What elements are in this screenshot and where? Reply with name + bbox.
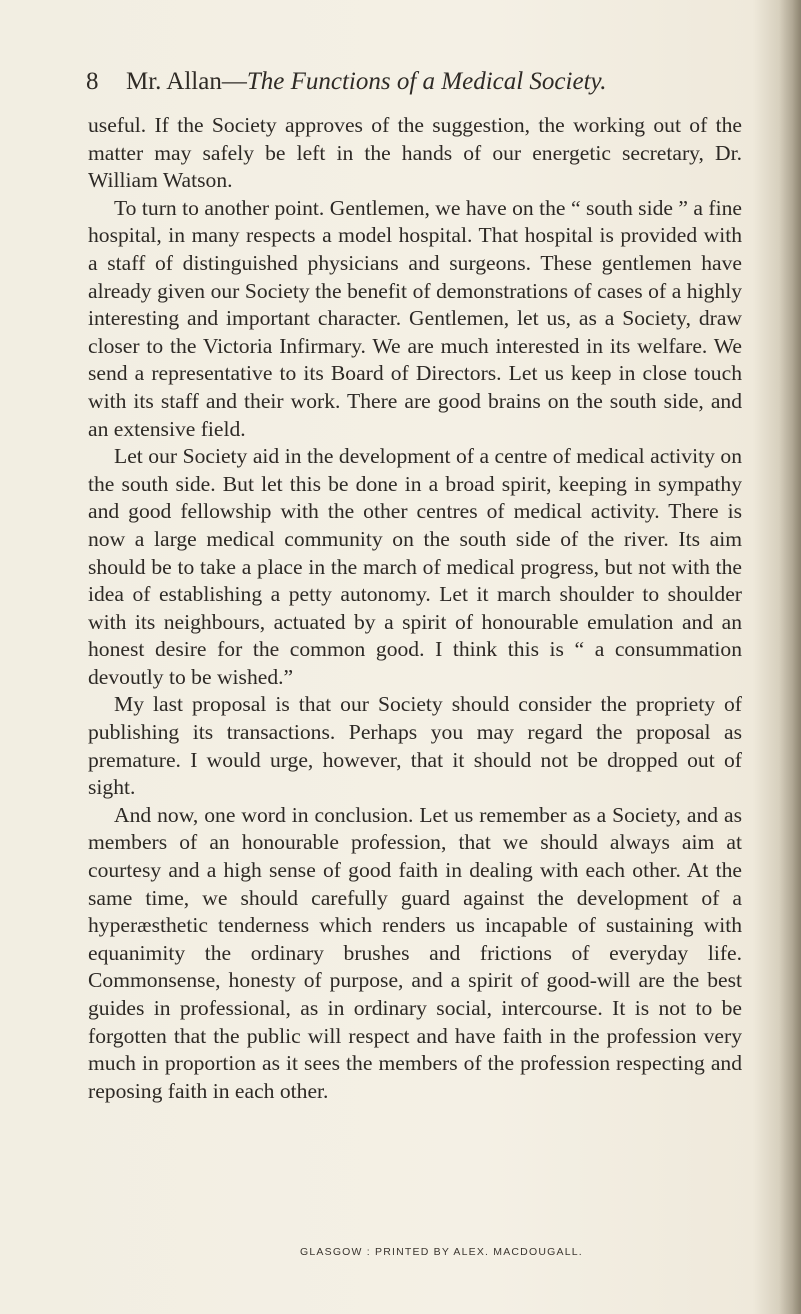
paragraph-2: To turn to another point. Gentlemen, we have on the “ south side ” a fine hospital, in many respects a model hospital. That hospital is provided with a staff of distinguished physicians and surgeons. These gentlemen have already given our Society the benefit of demonstrations of cases of a highly interesting and important character. Gentlemen, let us, as a Society, draw closer to the Victoria Infirmary. We are much interested in its welfare. We send a representative to its Board of Directors. Let us keep in close touch with its staff and their work. There are good brains on the south side, and an extensive field. bbox=[88, 195, 742, 441]
running-head-title: The Functions of a Medical Society. bbox=[246, 68, 607, 95]
page-number: 8 bbox=[86, 68, 99, 95]
paragraph-5: And now, one word in conclusion. Let us remember as a Society, and as members of an honourable profession, that we should always aim at courtesy and a high sense of good faith in dealing with each other. At the same time, we should carefully guard against the development of a hyperæsthetic tenderness which renders us incapable of sustaining with equanimity the ordinary brushes and frictions of everyday life. Commonsense, honesty of purpose, and a spirit of good-will are the best guides in professional, as in ordinary social, intercourse. It is not to be forgotten that the public will respect and have faith in the profession very much in proportion as it sees the members of the profession respecting and reposing faith in each other. bbox=[88, 802, 742, 1103]
paragraph-4: My last proposal is that our Society should consider the propriety of publishing its transactions. Perhaps you may regard the proposal as premature. I would urge, however, that it should not be dropped out of sight. bbox=[88, 692, 742, 800]
running-head bbox=[86, 66, 726, 98]
body-text bbox=[88, 112, 742, 1105]
printer-imprint: GLASGOW : PRINTED BY ALEX. MACDOUGALL. bbox=[300, 1246, 583, 1258]
page-edge-shadow bbox=[779, 0, 801, 1314]
running-head-author: Mr. Allan— bbox=[126, 68, 247, 95]
paragraph-3: Let our Society aid in the development of a centre of medical activity on the south side. But let this be done in a broad spirit, keeping in sympathy and good fellowship with the other centres of medical activity. There is now a large medical community on the south side of the river. Its aim should be to take a place in the march of medical progress, but not with the idea of establishing a petty autonomy. Let it march shoulder to shoulder with its neighbours, actuated by a spirit of honourable emulation and an honest desire for the common good. I think this is “ a consummation devoutly to be wished.” bbox=[88, 444, 742, 689]
paragraph-1: useful. If the Society approves of the suggestion, the working out of the matter may safely be left in the hands of our energetic secretary, Dr. William Watson. bbox=[88, 113, 742, 193]
